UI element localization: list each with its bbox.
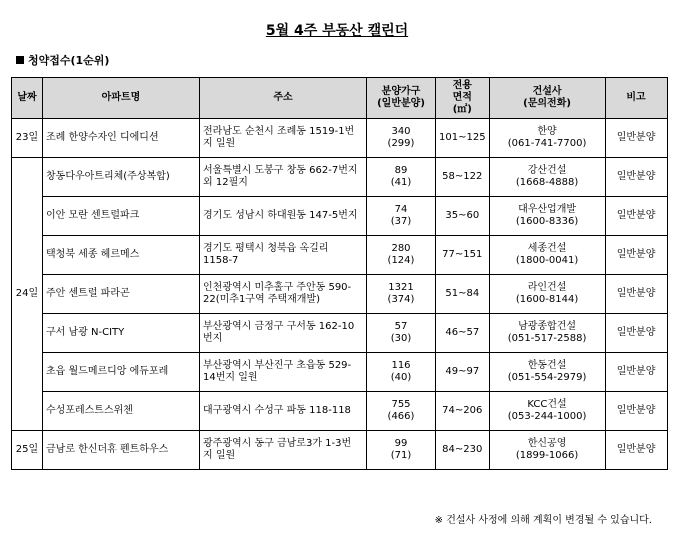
note-cell: 일반분양	[605, 197, 667, 236]
area-cell: 84~230	[436, 431, 490, 470]
units-cell: 1321 (374)	[367, 275, 436, 314]
header-date: 날짜	[12, 78, 43, 119]
units-cell: 280 (124)	[367, 236, 436, 275]
table-row	[12, 431, 668, 470]
builder-cell: 라인건설 (1600-8144)	[489, 275, 605, 314]
table-body	[12, 119, 668, 470]
area-cell: 74~206	[436, 392, 490, 431]
units-cell: 116 (40)	[367, 353, 436, 392]
builder-cell: 한신공영 (1899-1066)	[489, 431, 605, 470]
address-cell: 전라남도 순천시 조례동 1519-1번 지 일원	[200, 119, 367, 158]
units-cell: 99 (71)	[367, 431, 436, 470]
units-cell: 755 (466)	[367, 392, 436, 431]
units-cell: 89 (41)	[367, 158, 436, 197]
builder-cell: 한양 (061-741-7700)	[489, 119, 605, 158]
units-cell: 340 (299)	[367, 119, 436, 158]
table-row	[12, 392, 668, 431]
apartment-name-cell: 주안 센트럴 파라곤	[43, 275, 200, 314]
area-cell: 49~97	[436, 353, 490, 392]
header-address: 주소	[200, 78, 367, 119]
builder-cell: KCC건설 (053-244-1000)	[489, 392, 605, 431]
units-cell: 74 (37)	[367, 197, 436, 236]
header-note: 비고	[605, 78, 667, 119]
apartment-name-cell: 이안 모란 센트럴파크	[43, 197, 200, 236]
date-cell: 25일	[12, 431, 43, 470]
apartment-name-cell: 초읍 월드메르디앙 에듀포레	[43, 353, 200, 392]
apartment-name-cell: 택청북 세종 헤르메스	[43, 236, 200, 275]
builder-cell: 강산건설 (1668-4888)	[489, 158, 605, 197]
table-row	[12, 197, 668, 236]
note-cell: 일반분양	[605, 275, 667, 314]
note-cell: 일반분양	[605, 392, 667, 431]
apartment-name-cell: 조례 한양수자인 디에디션	[43, 119, 200, 158]
area-cell: 51~84	[436, 275, 490, 314]
address-cell: 부산광역시 부산진구 초읍동 529- 14번지 일원	[200, 353, 367, 392]
area-cell: 77~151	[436, 236, 490, 275]
address-cell: 경기도 성남시 하대원동 147-5번지	[200, 197, 367, 236]
note-cell: 일반분양	[605, 236, 667, 275]
header-units: 분양가구 (일반분양)	[367, 78, 436, 119]
address-cell: 서울특별시 도봉구 창동 662-7번지 외 12필지	[200, 158, 367, 197]
note-cell: 일반분양	[605, 314, 667, 353]
header-apartment: 아파트명	[43, 78, 200, 119]
note-cell: 일반분양	[605, 158, 667, 197]
area-cell: 101~125	[436, 119, 490, 158]
units-cell: 57 (30)	[367, 314, 436, 353]
area-cell: 46~57	[436, 314, 490, 353]
apartment-name-cell: 창동다우아트리체(주상복합)	[43, 158, 200, 197]
builder-cell: 대우산업개발 (1600-8336)	[489, 197, 605, 236]
apartment-name-cell: 금남로 한신더휴 펜트하우스	[43, 431, 200, 470]
builder-cell: 세종건설 (1800-0041)	[489, 236, 605, 275]
date-cell: 23일	[12, 119, 43, 158]
address-cell: 광주광역시 동구 금남로3가 1-3번 지 일원	[200, 431, 367, 470]
note-cell: 일반분양	[605, 119, 667, 158]
note-cell: 일반분양	[605, 431, 667, 470]
area-cell: 35~60	[436, 197, 490, 236]
table-row	[12, 353, 668, 392]
apartment-name-cell: 수성포레스트스위첸	[43, 392, 200, 431]
address-cell: 인천광역시 미추홀구 주안동 590- 22(미추1구역 주택재개발)	[200, 275, 367, 314]
apartment-name-cell: 구서 남광 N-CITY	[43, 314, 200, 353]
address-cell: 대구광역시 수성구 파동 118-118	[200, 392, 367, 431]
builder-cell: 남광종합건설 (051-517-2588)	[489, 314, 605, 353]
header-builder: 건설사 (문의전화)	[489, 78, 605, 119]
footnote: ※ 건설사 사정에 의해 계획이 변경될 수 있습니다.	[434, 515, 652, 526]
table-row	[12, 119, 668, 158]
address-cell: 경기도 평택시 청북읍 옥길리 1158-7	[200, 236, 367, 275]
page-title: 5월 4주 부동산 캘린더	[265, 23, 409, 39]
table-header-row	[12, 78, 668, 119]
builder-cell: 한동건설 (051-554-2979)	[489, 353, 605, 392]
table-row	[12, 314, 668, 353]
table-row	[12, 236, 668, 275]
area-cell: 58~122	[436, 158, 490, 197]
note-cell: 일반분양	[605, 353, 667, 392]
header-area: 전용 면적 (㎡)	[436, 78, 490, 119]
date-cell: 24일	[12, 158, 43, 431]
table-row	[12, 158, 668, 197]
table-row	[12, 275, 668, 314]
section-label: 청약접수(1순위)	[16, 52, 109, 68]
address-cell: 부산광역시 금정구 구서동 162-10 번지	[200, 314, 367, 353]
square-bullet-icon	[16, 56, 24, 64]
calendar-table	[11, 77, 668, 470]
